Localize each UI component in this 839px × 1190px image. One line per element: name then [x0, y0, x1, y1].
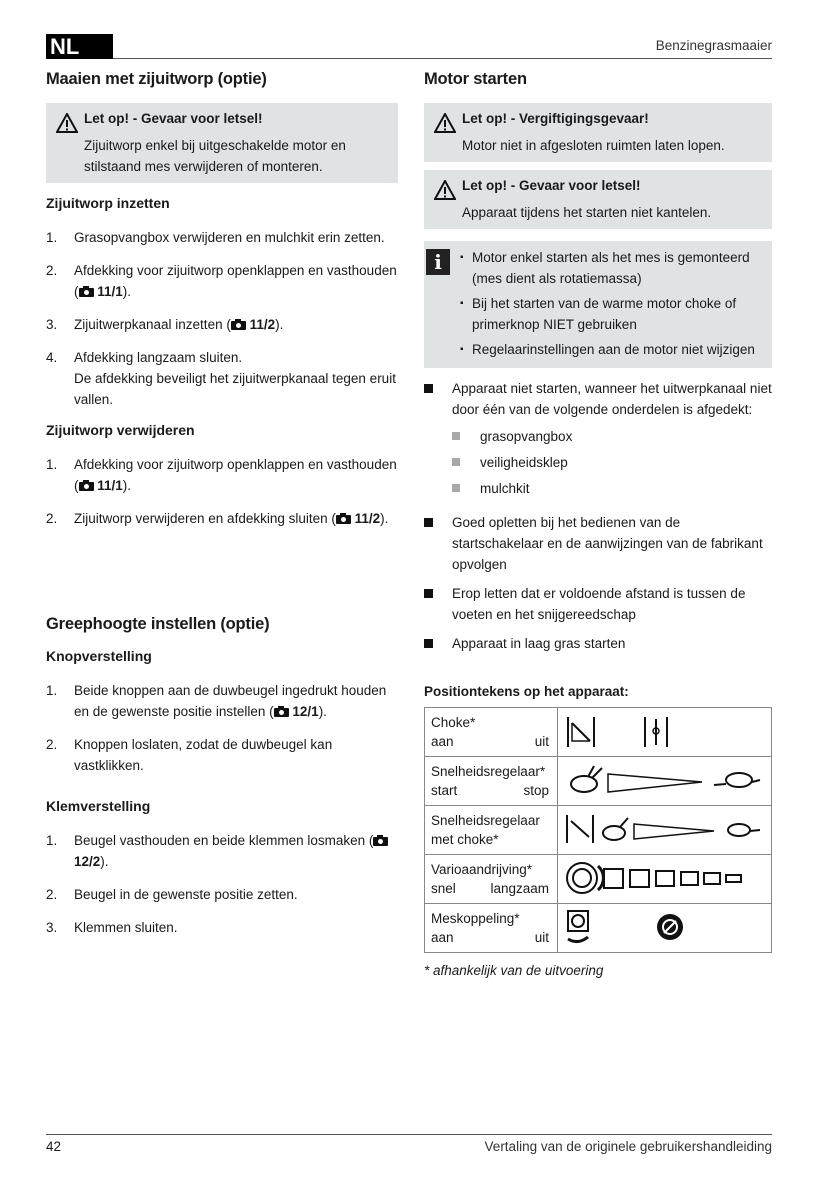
info-item: ▪ Motor enkel starten als het mes is gemonteerd (mes dient als rotatiemassa) [460, 250, 750, 286]
steps-insert [46, 227, 398, 410]
steps-knob [46, 680, 398, 776]
list-item: 1. Grasopvangbox verwijderen en mulchkit erin zetten. [46, 230, 385, 245]
list-item: 3. Zijuitwerpkanaal inzetten ( 11/2). [46, 317, 284, 332]
subheading-remove: Zijuitworp verwijderen [46, 422, 195, 438]
info-icon: i [426, 249, 450, 275]
list-item: 2. Afdekking voor zijuitworp openklappen en vasthouden ( 11/1). [46, 263, 397, 299]
table-row: Snelheidsregelaar* start stop [425, 757, 772, 806]
list-item: Apparaat in laag gras starten [424, 633, 772, 654]
language-tag: NL [46, 34, 113, 59]
camera-icon [274, 706, 289, 717]
info-item: ▪ Regelaarinstellingen aan de motor niet wijzigen [460, 342, 755, 357]
warning-title: Let op! - Vergiftigingsgevaar! [462, 111, 649, 126]
position-symbols-title: Positiontekens op het apparaat: [424, 684, 629, 699]
list-item: 2. Knoppen loslaten, zodat de duwbeugel kan vastklikken. [46, 737, 333, 773]
left-column [46, 70, 398, 950]
table-row: Snelheidsregelaar met choke* [425, 806, 772, 855]
list-item: Erop letten dat er voldoende afstand is tussen de voeten en het snijgereedschap [424, 583, 772, 625]
start-precautions-list [424, 378, 772, 654]
sub-list [452, 426, 772, 499]
camera-icon [373, 835, 388, 846]
list-item: 2. Beugel in de gewenste positie zetten. [46, 887, 298, 902]
list-item: Apparaat niet starten, wanneer het uitwerpkanaal niet door één van de volgende onderdelen is afgedekt: grasopvangbox veiligheidsklep mulchkit [424, 378, 772, 504]
warning-text: Apparaat tijdens het starten niet kantelen. [462, 205, 712, 220]
section-title-side-discharge: Maaien met zijuitworp (optie) [46, 70, 267, 88]
warning-title: Let op! - Gevaar voor letsel! [462, 178, 641, 193]
vario-drive-symbol-icon [564, 858, 764, 898]
subheading-clamp: Klemverstelling [46, 798, 151, 814]
header-rule [113, 58, 772, 59]
footnote: * afhankelijk van de uitvoering [424, 963, 604, 978]
sub-list-item: mulchkit [452, 478, 772, 499]
list-item: 1. Beugel vasthouden en beide klemmen losmaken ( 12/2). [46, 830, 398, 872]
choke-symbol-icon [564, 711, 764, 751]
sub-list-item: grasopvangbox [452, 426, 772, 447]
info-box [424, 241, 772, 368]
camera-icon [79, 286, 94, 297]
throttle-choke-symbol-icon [564, 809, 764, 849]
sub-list-item: veiligheidsklep [452, 452, 772, 473]
throttle-symbol-icon [564, 760, 764, 800]
list-item: 3. Klemmen sluiten. [46, 920, 178, 935]
warning-triangle-icon [56, 113, 78, 133]
page-number: 42 [46, 1139, 62, 1154]
right-column [424, 70, 772, 978]
table-row: Choke* aan uit [425, 708, 772, 757]
header-title: Benzinegrasmaaier [655, 38, 772, 53]
steps-remove [46, 454, 398, 529]
blade-clutch-symbol-icon [564, 907, 764, 947]
list-item: 4. Afdekking langzaam sluiten. De afdekking beveiligt het zijuitwerpkanaal tegen eruit vallen. [46, 350, 396, 407]
table-row: Varioaandrijving* snel langzaam [425, 855, 772, 904]
info-item: ▪ Bij het starten van de warme motor choke of primerknop NIET gebruiken [460, 296, 737, 332]
list-item: 1. Afdekking voor zijuitworp openklappen en vasthouden ( 11/1). [46, 457, 397, 493]
list-item: Goed opletten bij het bedienen van de startschakelaar en de aanwijzingen van de fabrikant opvolgen [424, 512, 772, 575]
warning-triangle-icon [434, 113, 456, 133]
position-symbols-table [424, 707, 772, 953]
footer-text: Vertaling van de originele gebruikershandleiding [484, 1139, 772, 1154]
list-item: 1. Beide knoppen aan de duwbeugel ingedrukt houden en de gewenste positie instellen ( 12/1). [46, 683, 387, 719]
subheading-knob: Knopverstelling [46, 648, 152, 664]
camera-icon [79, 480, 94, 491]
section-title-start-motor: Motor starten [424, 70, 527, 88]
footer-rule [46, 1134, 772, 1135]
camera-icon [231, 319, 246, 330]
subheading-insert: Zijuitworp inzetten [46, 195, 170, 211]
section-title-handle-height: Greephoogte instellen (optie) [46, 615, 270, 633]
warning-title: Let op! - Gevaar voor letsel! [84, 111, 263, 126]
steps-clamp [46, 830, 398, 938]
warning-box-poison [424, 103, 772, 162]
warning-text: Zijuitworp enkel bij uitgeschakelde motor en stilstaand mes verwijderen of monteren. [84, 138, 346, 174]
table-row: Meskoppeling* aan uit [425, 904, 772, 953]
warning-box-injury-tilt [424, 170, 772, 229]
warning-text: Motor niet in afgesloten ruimten laten lopen. [462, 138, 725, 153]
list-item: 2. Zijuitworp verwijderen en afdekking sluiten ( 11/2). [46, 511, 389, 526]
warning-box-injury [46, 103, 398, 183]
camera-icon [336, 513, 351, 524]
warning-triangle-icon [434, 180, 456, 200]
